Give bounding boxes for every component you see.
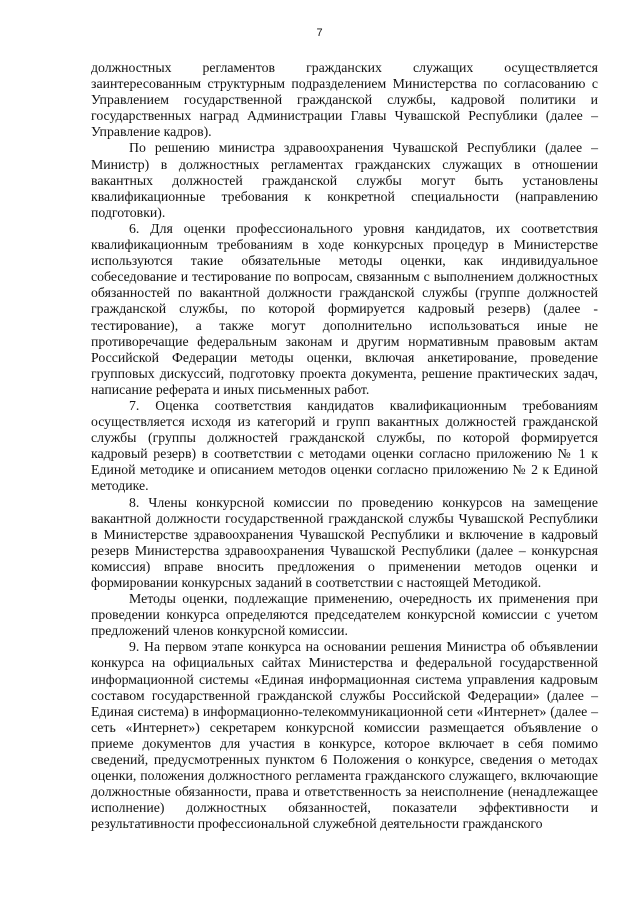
- paragraph-item-7: 7. Оценка соответствия кандидатов квалификационным требованиям осуществляется исходя из категорий и групп вакантных должностей гражданской службы (группы должностей гражданской службы, по которой формируется кадровый резерв) в соответствии с методами оценки согласно приложению № 1 к Единой методике и описанием методов оценки согласно приложению № 2 к Единой методике.: [91, 397, 598, 494]
- paragraph-item-6: 6. Для оценки профессионального уровня кандидатов, их соответствия квалификационным требованиям в ходе конкурсных процедур в Министерстве используются такие обязательные методы оценки, как индивидуальное собеседование и тестирование по вопросам, связанным с выполнением должностных обязанностей по вакантной должности гражданской службы (группе должностей гражданской службы, по которой формируется кадровый резерв) (далее - тестирование), а также могут дополнительно использоваться иные не противоречащие федеральным законам и другим нормативным правовым актам Российской Федерации методы оценки, включая анкетирование, проведение групповых дискуссий, подготовку проекта документа, решение практических задач, написание реферата и иных письменных работ.: [91, 220, 598, 397]
- paragraph-item-8: 8. Члены конкурсной комиссии по проведению конкурсов на замещение вакантной должности государственной гражданской службы Чувашской Республики в Министерстве здравоохранения Чувашской Республики и включение в кадровый резерв Министерства здравоохранения Чувашской Республики (далее – конкурсная комиссия) вправе вносить предложения о применении методов оценки и формировании конкурсных заданий в соответствии с настоящей Методикой.: [91, 494, 598, 590]
- paragraph-item-9: 9. На первом этапе конкурса на основании решения Министра об объявлении конкурса на официальных сайтах Министерства и федеральной государственной информационной системы «Единая информационная система управления кадровым составом государственной гражданской службы Российской Федерации» (далее – Единая система) в информационно-телекоммуникационной сети «Интернет» (далее – сеть «Интернет») секретарем конкурсной комиссии размещается объявление о приеме документов для участия в конкурсе, которое включает в себя помимо сведений, предусмотренных пунктом 6 Положения о конкурсе, сведения о методах оценки, положения должностного регламента гражданского служащего, включающие должностные обязанности, права и ответственность за неисполнение (ненадлежащее исполнение) должностных обязанностей, показатели эффективности и результативности профессиональной служебной деятельности гражданского: [91, 639, 598, 832]
- page-number: 7: [316, 27, 323, 39]
- document-body: [91, 60, 598, 833]
- paragraph-continuation: должностных регламентов гражданских служащих осуществляется заинтересованным структурным подразделением Министерства по согласованию с Управлением государственной гражданской службы, кадровой политики и государственных наград Администрации Главы Чувашской Республики (далее – Управление кадров).: [91, 60, 598, 140]
- paragraph-minister-decision: По решению министра здравоохранения Чувашской Республики (далее – Министр) в должностных регламентах гражданских служащих в отношении вакантных должностей гражданской службы могут быть установлены квалификационные требования к конкретной специальности (направлению подготовки).: [91, 140, 598, 220]
- paragraph-evaluation-methods: Методы оценки, подлежащие применению, очередность их применения при проведении конкурса определяются председателем конкурсной комиссии с учетом предложений членов конкурсной комиссии.: [91, 591, 598, 639]
